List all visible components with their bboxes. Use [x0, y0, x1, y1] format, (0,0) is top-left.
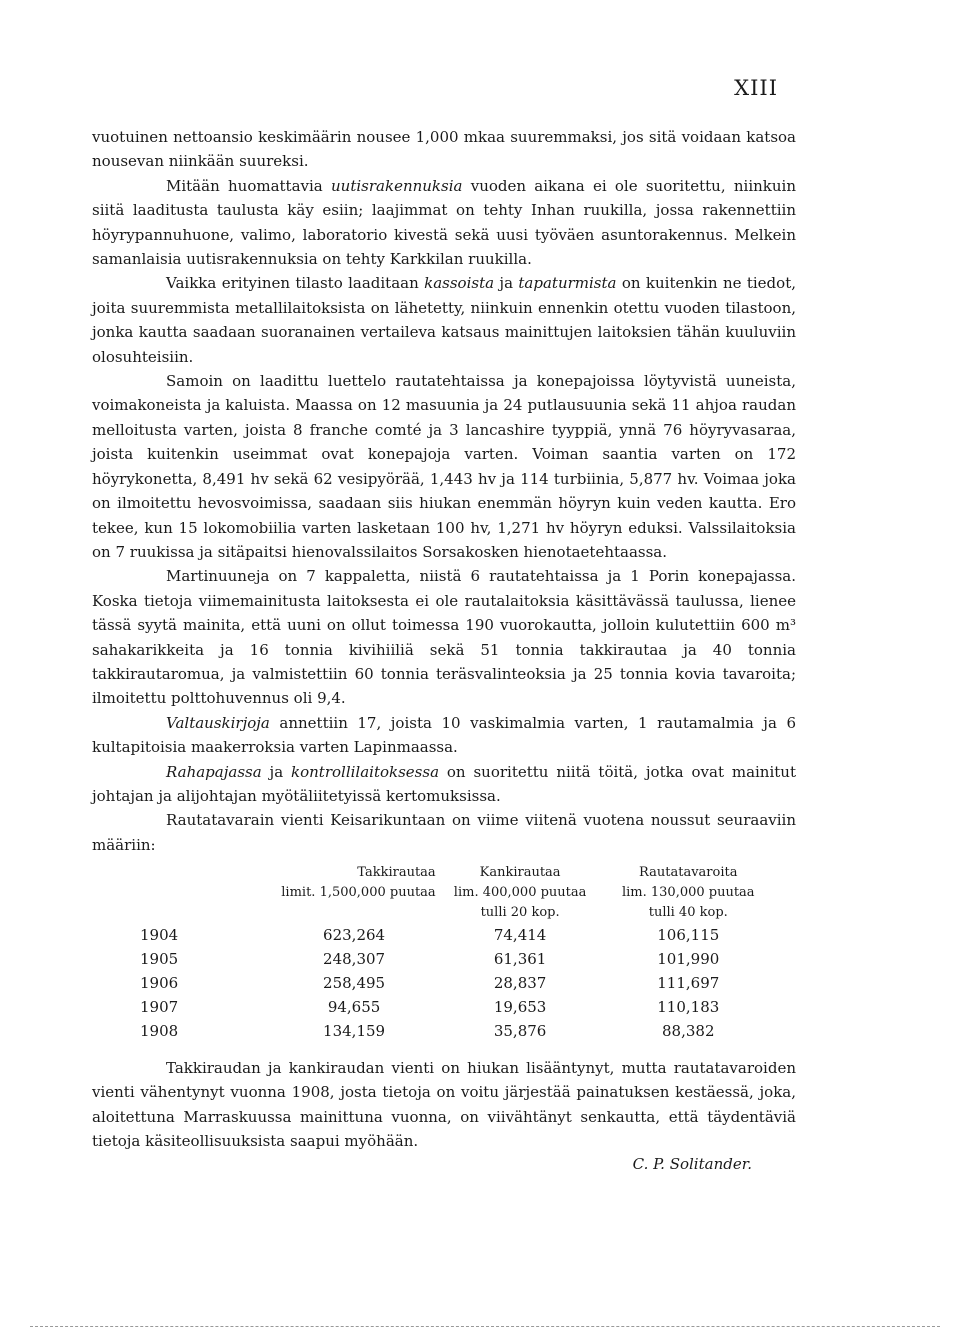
paragraph-2: Mitään huomattavia uutisrakennuksia vuoden aikana ei ole suoritettu, niinkuin siitä laaditusta taulusta käy esiin; laajimmat on tehty Inhan ruukilla, jossa rakennettiin höyrypannuhuone, valimo, laboratorio kivestä sekä uusi työväen asuntorakennus. Melkein samanlaisia uutisrakennuksia on tehty Karkkilan ruukilla.	[92, 176, 797, 269]
header-rautatavaroita: Rautatavaroita	[639, 865, 738, 880]
table-header-row	[140, 863, 780, 883]
limit-takkirautaa: limit. 1,500,000 puutaa	[281, 885, 436, 900]
paragraph-3: Vaikka erityinen tilasto laaditaan kassoista ja tapaturmista on kuitenkin ne tiedot, joita suuremmista metallilaitoksista on lähetetty, niinkuin ennenkin otettu vuoden tilastoon, jonka kautta saadaan suoranainen vertaileva katsaus mainittujen laitoksien tähän kuuluviin olosuhteisiin.	[92, 274, 796, 366]
closing-paragraph: Takkiraudan ja kankiraudan vienti on hiukan lisääntynyt, mutta rautatavaroiden vienti vähentynyt vuonna 1908, josta tietoja on voitu järjestää painatuksen kestäessä, joka, aloitettuna Marraskuussa mainittuna vuonna, on viivähtänyt senkautta, että täydentäviä tietoja käsiteollisuuksista saapui myöhään.	[92, 1059, 796, 1151]
signature: C. P. Solitander.	[632, 1155, 752, 1173]
table-limit-row	[140, 883, 780, 903]
table-row: 1906 258,495 28,837 111,697	[140, 974, 720, 992]
limit-kankirautaa: lim. 400,000 puutaa	[453, 885, 587, 900]
paragraph-1: vuotuinen nettoansio keskimäärin nousee 1,000 mkaa suuremmaksi, jos sitä voidaan katsoa nousevan niinkään suureksi.	[92, 128, 796, 171]
bottom-divider	[30, 1326, 940, 1328]
closing-text	[92, 1056, 796, 1154]
paragraph-8: Rautatavarain vienti Keisarikuntaan on viime viitenä vuotena noussut seuraaviin määriin:	[92, 811, 796, 854]
limit-rautatavaroita: lim. 130,000 puutaa	[621, 885, 755, 900]
paragraph-7: Rahapajassa ja kontrollilaitoksessa on suoritettu niitä töitä, jotka ovat mainitut johtajan ja alijohtajan myötäliitetyissä kertomuksissa.	[92, 762, 796, 805]
table-row: 1907 94,655 19,653 110,183	[140, 998, 720, 1016]
tulli-kankirautaa: tulli 20 kop.	[480, 905, 560, 920]
tulli-rautatavaroita: tulli 40 kop.	[648, 905, 728, 920]
table-row: 1905 248,307 61,361 101,990	[140, 950, 720, 968]
paragraph-5: Martinuuneja on 7 kappaletta, niistä 6 rautatehtaissa ja 1 Porin konepajassa. Koska tietoja viimemainitusta laitoksesta ei ole rautalaitoksia käsittävässä taulussa, lienee tässä syytä mainita, että uuni on ollut toimessa 190 vuorokautta, jolloin kulutettiin 600 m³ sahakarikkeita ja 16 tonnia kivihiiliä sekä 51 tonnia takkirautaa ja 40 tonnia takkirautaromua, ja valmistettiin 60 tonnia teräsvalinteoksia ja 25 tonnia kovia tavaroita; ilmoitettu polttohuvennus oli 9,4.	[92, 567, 796, 708]
paragraph-4: Samoin on laadittu luettelo rautatehtaissa ja konepajoissa löytyvistä uuneista, voimakoneista ja kaluista. Maassa on 12 masuunia ja 24 putlausuunia sekä 11 ahjoa raudan melloitusta varten, joista 8 franche comté ja 3 lancashire tyyppiä, ynnä 76 höyryvasaraa, joista kuitenkin useimmat ovat konepajoja varten. Voiman saantia varten on 172 höyrykonetta, 8,491 hv sekä 62 vesipyörää, 1,443 hv ja 114 turbiinia, 5,877 hv. Voimaa joka on ilmoitettu hevosvoimissa, saadaan siis hiukan enemmän höyryn kuin veden kautta. Ero tekee, kun 15 lokomobiilia varten lasketaan 100 hv, 1,271 hv höyryn eduksi. Valssilaitoksia on 7 ruukissa ja sitäpaitsi hienovalssilaitos Sorsakosken hienotaetehtaassa.	[92, 372, 796, 561]
table-row: 1908 134,159 35,876 88,382	[140, 1022, 715, 1040]
header-takkirautaa: Takkirautaa	[357, 865, 436, 880]
page-number: XIII	[734, 76, 778, 100]
export-table	[140, 863, 780, 1043]
header-kankirautaa: Kankirautaa	[479, 865, 561, 880]
body-text	[92, 125, 796, 857]
table-tulli-row	[140, 903, 780, 923]
table-row: 1904 623,264 74,414 106,115	[140, 926, 720, 944]
paragraph-6: Valtauskirjoja annettiin 17, joista 10 vaskimalmia varten, 1 rautamalmia ja 6 kultapitoisia maakerroksia varten Lapinmaassa.	[92, 713, 796, 757]
